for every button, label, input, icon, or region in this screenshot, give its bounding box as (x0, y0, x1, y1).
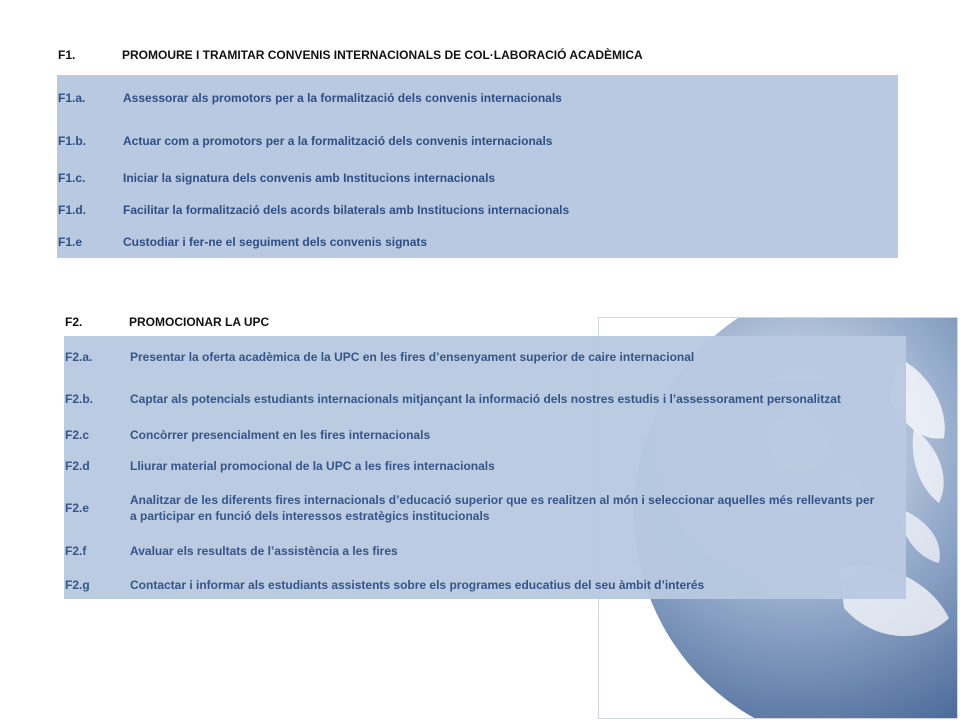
section-title: PROMOURE I TRAMITAR CONVENIS INTERNACIONALS DE COL·LABORACIÓ ACADÈMICA (122, 48, 643, 62)
table-row (57, 167, 898, 189)
table-row (64, 456, 906, 476)
section-f2-table (64, 336, 906, 599)
row-text: Custodiar i fer-ne el seguiment dels convenis signats (123, 235, 428, 249)
row-code: F2.e (65, 501, 90, 515)
row-text: Concòrrer presencialment en les fires internacionals (130, 428, 431, 442)
row-text: Analitzar de les diferents fires internacionals d’educació superior que es realitzen al món i seleccionar aquelles més rellevants per a participar en funció dels interessos estratègics institucionals (130, 493, 875, 523)
table-row (64, 491, 906, 525)
row-text: Assessorar als promotors per a la formalització dels convenis internacionals (123, 91, 562, 105)
row-code: F2.d (65, 459, 90, 473)
row-code: F2.f (65, 544, 87, 558)
row-code: F1.b. (58, 134, 87, 148)
section-f1-table (57, 75, 898, 258)
row-code: F1.d. (58, 203, 87, 217)
row-text: Avaluar els resultats de l’assistència a les fires (130, 544, 398, 558)
row-text: Actuar com a promotors per a la formalització dels convenis internacionals (123, 134, 553, 148)
row-code: F1.e (58, 235, 83, 249)
row-code: F2.c (65, 428, 90, 442)
row-code: F2.a. (65, 350, 93, 364)
table-row (64, 382, 906, 416)
table-row (57, 199, 898, 221)
table-row (64, 425, 906, 445)
row-code: F2.b. (65, 392, 94, 406)
table-row (57, 87, 898, 109)
row-text: Presentar la oferta acadèmica de la UPC en les fires d’ensenyament superior de caire internacional (130, 350, 695, 364)
row-text: Iniciar la signatura dels convenis amb Institucions internacionals (123, 171, 496, 185)
section-code: F2. (65, 315, 83, 329)
row-text: Facilitar la formalització dels acords bilaterals amb Institucions internacionals (123, 203, 570, 217)
table-row (64, 347, 906, 367)
row-text: Contactar i informar als estudiants assistents sobre els programes educatius del seu àmbit d’interés (130, 578, 705, 592)
row-code: F1.c. (58, 171, 86, 185)
table-row (57, 130, 898, 152)
table-row (64, 575, 906, 595)
row-text: Captar als potencials estudiants internacionals mitjançant la informació dels nostres estudis i l’assessorament personalitzat (130, 392, 841, 406)
table-row (64, 541, 906, 561)
section-code: F1. (58, 48, 76, 62)
section-f2-header (65, 313, 269, 331)
row-code: F2.g (65, 578, 90, 592)
table-row (57, 231, 898, 253)
row-text: Lliurar material promocional de la UPC a les fires internacionals (130, 459, 495, 473)
section-f1-header (58, 46, 643, 64)
row-code: F1.a. (58, 91, 86, 105)
section-title: PROMOCIONAR LA UPC (129, 315, 270, 329)
